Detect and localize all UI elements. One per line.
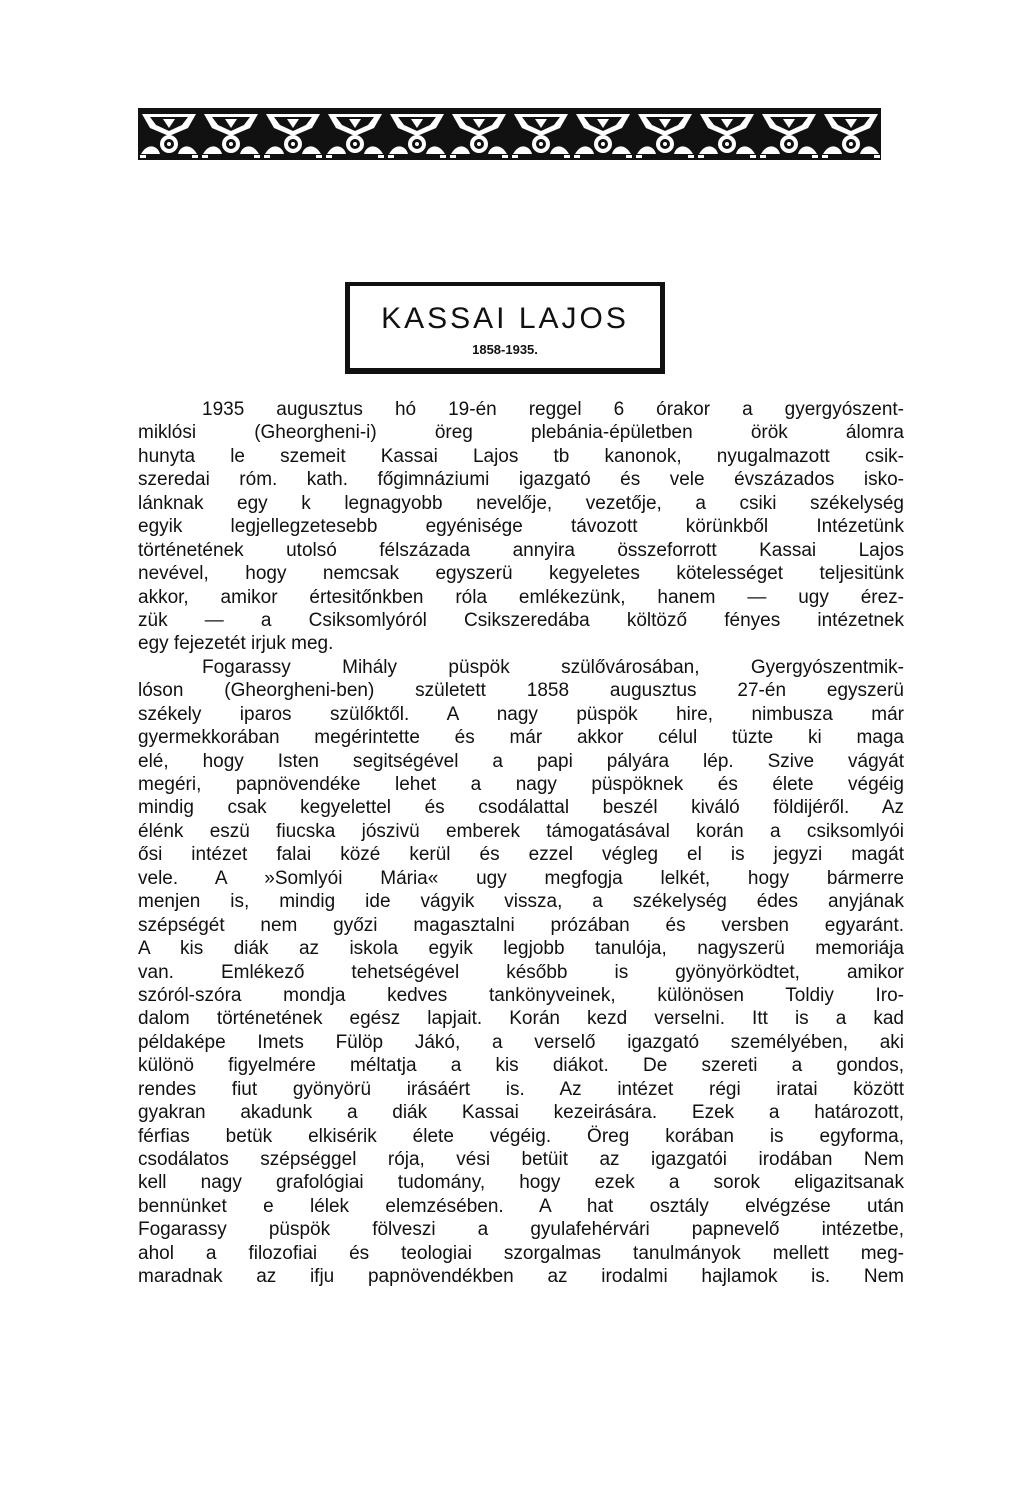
text-line: miklósi (Gheorgheni-i) öreg plebánia-épületben örök álomra bbox=[138, 422, 904, 444]
life-dates: 1858-1935. bbox=[472, 342, 538, 357]
text-line: vele. A »Somlyói Mária« ugy megfogja lelkét, hogy bármerre bbox=[138, 867, 904, 889]
text-line: különö figyelmére méltatja a kis diákot. De szereti a gondos, bbox=[138, 1055, 904, 1077]
text-line: akkor, amikor értesitőnkben róla emlékezünk, hanem — ugy érez- bbox=[138, 586, 904, 608]
text-line: egy fejezetét irjuk meg. bbox=[138, 633, 334, 655]
text-line: maradnak az ifju papnövendékben az irodalmi hajlamok is. Nem bbox=[138, 1266, 904, 1288]
text-line: A kis diák az iskola egyik legjobb tanulója, nagyszerü memoriája bbox=[138, 938, 904, 960]
text-line: van. Emlékező tehetségével később is gyönyörködtet, amikor bbox=[138, 961, 904, 983]
text-line: nevével, hogy nemcsak egyszerü kegyeletes kötelességet teljesitünk bbox=[138, 563, 904, 585]
text-line: Fogarassy püspök fölveszi a gyulafehérvári papnevelő intézetbe, bbox=[138, 1219, 904, 1241]
text-line: élénk eszü fiucska jószivü emberek támogatásával korán a csiksomlyói bbox=[138, 820, 904, 842]
text-line: ősi intézet falai közé kerül és ezzel végleg el is jegyzi magát bbox=[138, 844, 904, 866]
floral-border-ornament bbox=[138, 108, 881, 160]
text-line: történetének utolsó félszázada annyira összeforrott Kassai Lajos bbox=[138, 539, 904, 561]
text-line: rendes fiut gyönyörü irásáért is. Az intézet régi iratai között bbox=[138, 1078, 904, 1100]
text-line: megéri, papnövendéke lehet a nagy püspöknek és élete végéig bbox=[138, 774, 904, 795]
text-line: hunyta le szemeit Kassai Lajos tb kanonok, nyugalmazott csik- bbox=[138, 445, 904, 467]
text-line: dalom történetének egész lapjait. Korán kezd verselni. Itt is a kad bbox=[138, 1008, 904, 1030]
text-line: lánknak egy k legnagyobb nevelője, vezetője, a csiki székelység bbox=[138, 492, 904, 514]
text-line: Fogarassy Mihály püspök szülővárosában, Gyergyószentmik- bbox=[202, 656, 904, 678]
text-line: csodálatos szépséggel rója, vési betüit az igazgatói irodában Nem bbox=[138, 1149, 904, 1170]
article-body bbox=[138, 398, 904, 1289]
text-line: egyik legjellegzetesebb egyénisége távozott körünkből Intézetünk bbox=[138, 516, 904, 538]
text-line: zük — a Csiksomlyóról Csikszeredába költöző fényes intézetnek bbox=[138, 609, 904, 631]
text-line: bennünket e lélek elemzésében. A hat osztály elvégzése után bbox=[138, 1195, 904, 1217]
text-line: szeredai róm. kath. főgimnáziumi igazgató és vele évszázados isko- bbox=[138, 469, 904, 491]
text-line: gyakran akadunk a diák Kassai kezeirására. Ezek a határozott, bbox=[138, 1102, 904, 1124]
text-line: 1935 augusztus hó 19-én reggel 6 órakor a gyergyószent- bbox=[202, 399, 904, 420]
page-title: KASSAI LAJOS bbox=[381, 302, 629, 335]
text-line: gyermekkorában megérintette és már akkor célul tüzte ki maga bbox=[138, 727, 904, 749]
text-line: székely iparos szülőktől. A nagy püspök hire, nimbusza már bbox=[138, 703, 904, 725]
text-line: szépségét nem győzi magasztalni prózában és versben egyaránt. bbox=[138, 914, 904, 936]
text-line: ahol a filozofiai és teologiai szorgalmas tanulmányok mellett meg- bbox=[138, 1242, 904, 1264]
text-line: szóról-szóra mondja kedves tankönyveinek, különösen Toldiy Iro- bbox=[138, 984, 904, 1006]
text-line: elé, hogy Isten segitségével a papi pályára lép. Szive vágyát bbox=[138, 750, 904, 772]
title-box bbox=[345, 282, 665, 374]
text-line: kell nagy grafológiai tudomány, hogy ezek a sorok eligazitsanak bbox=[138, 1172, 904, 1194]
text-line: mindig csak kegyelettel és csodálattal beszél kiváló földijéről. Az bbox=[138, 797, 904, 819]
text-line: menjen is, mindig ide vágyik vissza, a székelység édes anyjának bbox=[138, 891, 904, 913]
text-line: példaképe Imets Fülöp Jákó, a verselő igazgató személyében, aki bbox=[138, 1031, 904, 1053]
text-line: férfias betük elkisérik élete végéig. Öreg korában is egyforma, bbox=[138, 1125, 904, 1147]
text-line: lóson (Gheorgheni-ben) született 1858 augusztus 27-én egyszerü bbox=[138, 680, 904, 702]
